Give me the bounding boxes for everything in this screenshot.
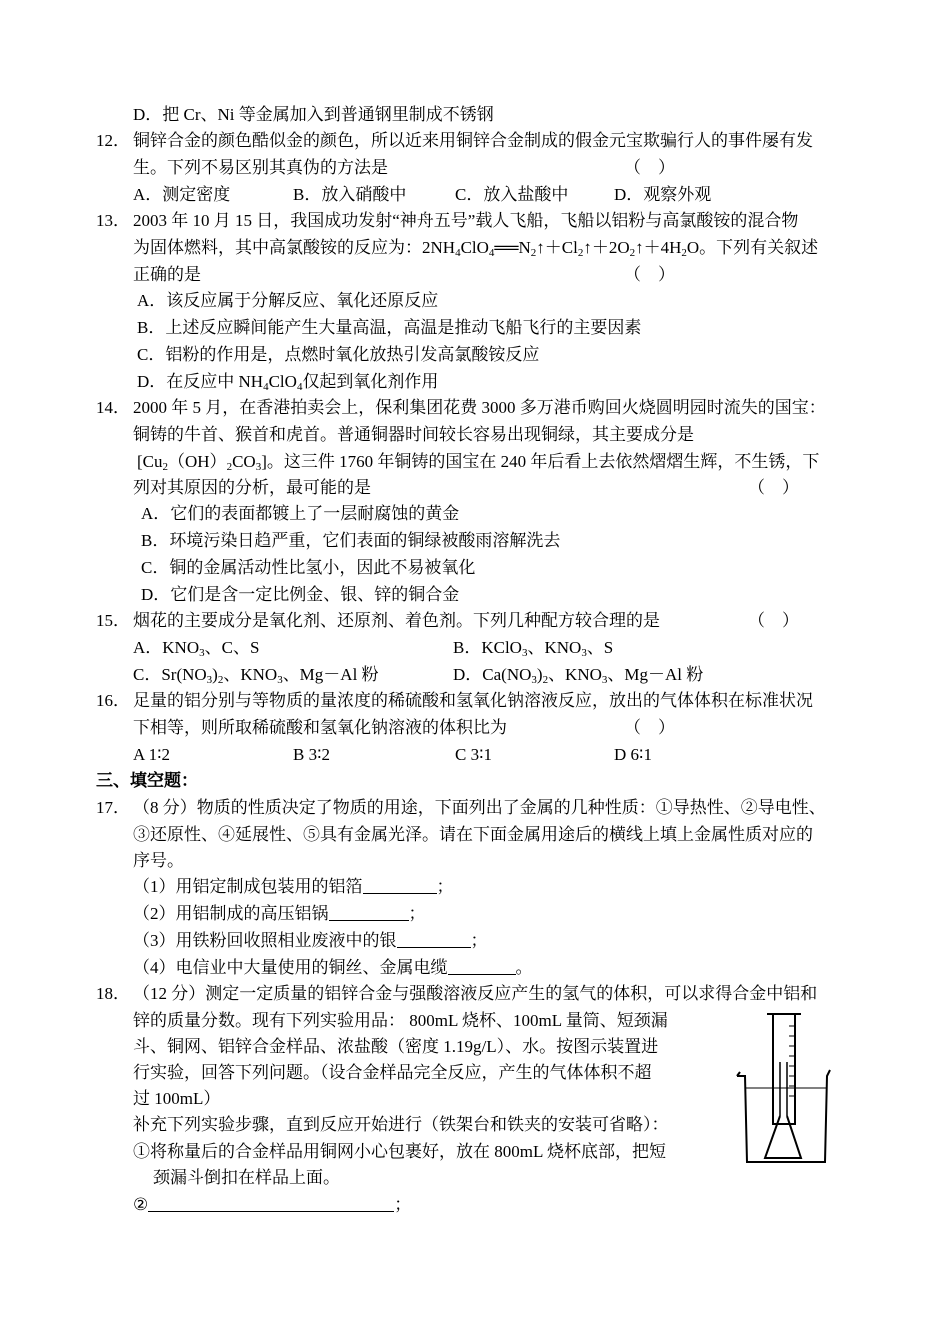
q17-line1: （8 分）物质的性质决定了物质的用途，下面列出了金属的几种性质：①导热性、②导电性、 [133,798,826,817]
q18-step1-line1: ①将称量后的合金样品用铜网小心包裹好，放在 800mL 烧杯底部，把短 [133,1142,666,1161]
q13-line3: 正确的是 [133,265,201,284]
cylinder-outline [773,1014,795,1124]
q14-line2: 铜铸的牛首、猴首和虎首。普通铜器时间较长容易出现铜绿，其主要成分是 [133,425,694,444]
q16-option-b: B 3∶2 [293,745,331,764]
q14-answer-bracket: （ ） [748,478,799,497]
q16-option-a: A 1∶2 [133,745,171,764]
q15-option-a: A．$KNO_3$、C、S [133,638,260,659]
q14-option-b: B．环境污染日趋严重，它们表面的铜绿被酸雨溶解洗去 [141,531,561,550]
beaker-outline [737,1070,830,1162]
q18-line3: 斗、铜网、铝锌合金样品、浓盐酸（密度 1.19g/L）、水。按图示装置进 [133,1037,659,1056]
apparatus-figure [733,1012,833,1172]
q18-number: 18． [96,984,130,1003]
q13-option-b: B．上述反应瞬间能产生大量高温，高温是推动飞船飞行的主要因素 [137,318,642,337]
q15-line1: 烟花的主要成分是氧化剂、还原剂、着色剂。下列几种配方较合理的是 [133,611,660,630]
q12-option-c: C．放入盐酸中 [455,185,569,204]
prev-option-d: D．把 Cr、Ni 等金属加入到普通钢里制成不锈钢 [133,105,494,124]
q16-line2: 下相等，则所取稀硫酸和氢氧化钠溶液的体积比为 [133,718,507,737]
q15-number: 15． [96,611,130,630]
q12-option-b: B．放入硝酸中 [293,185,407,204]
q13-option-a: A．该反应属于分解反应、氧化还原反应 [137,291,439,310]
section-title: 三、填空题： [96,771,198,790]
q15-answer-bracket: （ ） [748,611,799,630]
q13-line1: 2003 年 10 月 15 日，我国成功发射“神舟五号”载人飞船，飞船以铝粉与高氯酸铵的混合物 [133,211,799,230]
q15-option-c: C．$Sr(NO_3)_2$、$KNO_3$、Mg－Al 粉 [133,665,379,686]
q15-option-b: B．KClO$_3$、$KNO_3$、S [453,638,614,659]
q16-number: 16． [96,691,130,710]
q13-option-c: C．铝粉的作用是，点燃时氧化放热引发高氯酸铵反应 [137,345,540,364]
q17-sub1: （1）用铝定制成包装用的铝箔 ； [133,877,454,896]
q14-line3: $[Cu_2(OH)_2CO_3]$。这三件 1760 年铜铸的国宝在 240 年后看上去依然熠熠生辉，不生锈，下 [137,452,820,473]
q17-blank2[interactable] [329,904,409,921]
q12-line2: 生。下列不易区别其真伪的方法是 [133,158,388,177]
q18-line2: 锌的质量分数。现有下列实验用品： 800mL 烧杯、100mL 量筒、短颈漏 [133,1011,668,1030]
q18-step2-blank[interactable] [148,1195,394,1212]
q16-option-d: D 6∶1 [614,745,652,764]
q14-line4: 列对其原因的分析，最可能的是 [133,478,371,497]
q17-line2: ③还原性、④延展性、⑤具有金属光泽。请在下面金属用途后的横线上填上金属性质对应的 [133,825,813,844]
q13-answer-bracket: （ ） [624,265,675,284]
q18-line1: （12 分）测定一定质量的铝锌合金与强酸溶液反应产生的氢气的体积，可以求得合金中铝和 [133,984,818,1003]
q17-blank3[interactable] [397,931,471,948]
q14-option-a: A．它们的表面都镀上了一层耐腐蚀的黄金 [141,504,460,523]
q12-option-d: D．观察外观 [614,185,712,204]
q17-sub3: （3）用铁粉回收照相业废液中的银 ； [133,931,488,950]
q17-blank4[interactable] [448,958,516,975]
q14-line1: 2000 年 5 月，在香港拍卖会上，保利集团花费 3000 多万港币购回火烧圆明园时流失的国宝： [133,398,826,417]
q16-answer-bracket: （ ） [624,718,675,737]
q16-line1: 足量的铝分别与等物质的量浓度的稀硫酸和氢氧化钠溶液反应，放出的气体体积在标准状况 [133,691,813,710]
q14-option-c: C．铜的金属活动性比氢小，因此不易被氧化 [141,558,476,577]
q17-sub4: （4）电信业中大量使用的铜丝、金属电缆 。 [133,958,533,977]
q14-option-d: D．它们是含一定比例金、银、锌的铜合金 [141,585,460,604]
q17-blank1[interactable] [363,877,437,894]
q12-option-a: A．测定密度 [133,185,231,204]
q18-line6: 补充下列实验步骤，直到反应开始进行（铁架台和铁夹的安装可省略）： [133,1115,669,1134]
q13-option-d: D．在反应中 $NH_4ClO_4$仅起到氧化剂作用 [137,372,439,393]
q16-option-c: C 3∶1 [455,745,493,764]
q18-line5: 过 100mL） [133,1089,221,1108]
q17-sub2: （2）用铝制成的高压铝锅 ； [133,904,426,923]
q17-line3: 序号。 [133,851,184,870]
q13-line2: 为固体燃料，其中高氯酸铵的反应为：$2NH_4ClO_4══N_2↑+Cl_2↑+2O_2↑+4H_2O$。下列有关叙述 [133,238,819,259]
q14-number: 14． [96,398,130,417]
q12-answer-bracket: （ ） [624,158,675,177]
q18-step1-line2: 颈漏斗倒扣在样品上面。 [153,1168,340,1187]
q12-line1: 铜锌合金的颜色酷似金的颜色，所以近来用铜锌合金制成的假金元宝欺骗行人的事件屡有发 [133,131,813,150]
q18-step2: ② ； [133,1195,412,1214]
q17-number: 17． [96,798,130,817]
q13-number: 13． [96,211,130,230]
q12-number: 12． [96,131,130,150]
q18-line4: 行实验，回答下列问题。（设合金样品完全反应，产生的气体体积不超 [133,1063,652,1082]
q15-option-d: D．$Ca(NO_3)_2$、$KNO_3$、Mg－Al 粉 [453,665,704,686]
